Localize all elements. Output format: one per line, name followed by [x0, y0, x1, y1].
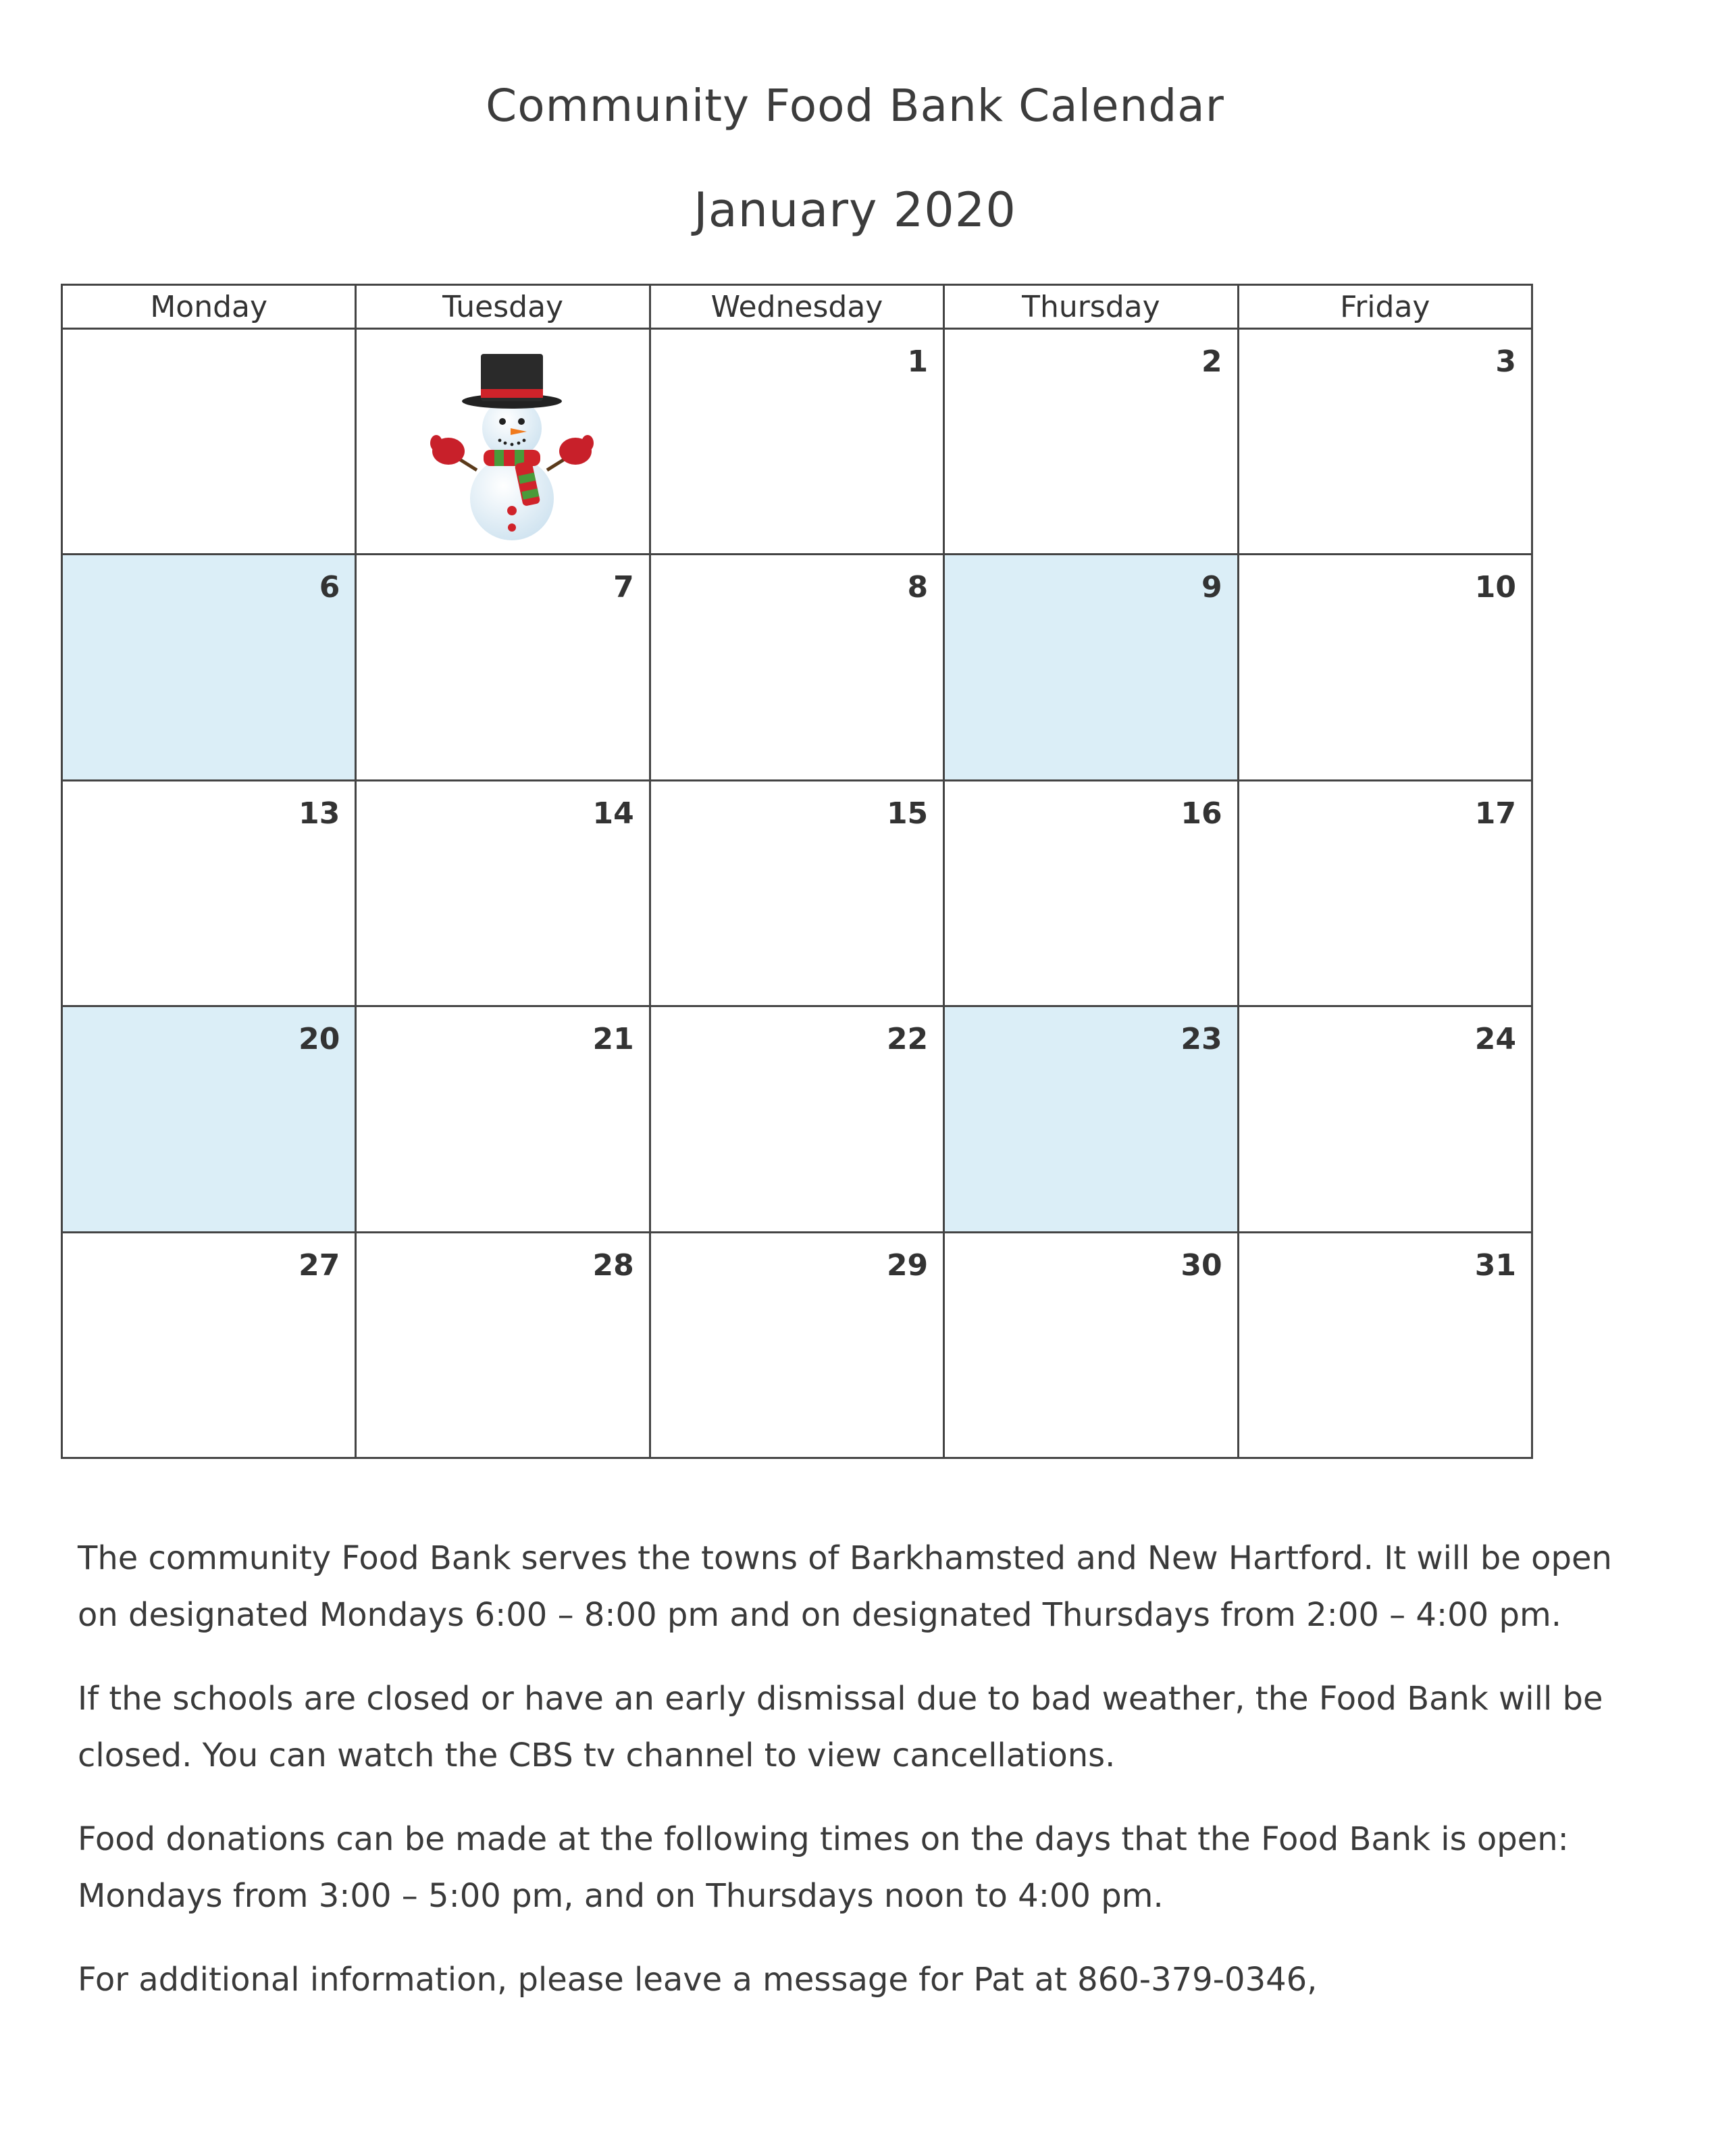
day-number: 31: [1474, 1248, 1516, 1283]
week-row: [62, 329, 1532, 555]
day-cell: [1238, 1232, 1532, 1458]
day-cell: [944, 1006, 1238, 1232]
day-number: 3: [1495, 344, 1516, 379]
week-row: [62, 1232, 1532, 1458]
calendar-body: [62, 329, 1532, 1458]
weekday-thursday: Thursday: [944, 285, 1238, 329]
day-number: 24: [1474, 1022, 1516, 1057]
day-cell: [944, 1232, 1238, 1458]
snowman-icon: [424, 349, 600, 544]
weekday-header-row: [62, 285, 1532, 329]
weekday-friday: Friday: [1238, 285, 1532, 329]
page-title: Community Food Bank Calendar: [486, 80, 1224, 132]
day-cell: [650, 1232, 943, 1458]
day-cell: [356, 780, 650, 1006]
month-title: January 2020: [694, 182, 1016, 238]
day-number: 7: [613, 570, 634, 605]
day-number: 10: [1474, 570, 1516, 605]
weekday-monday: Monday: [62, 285, 356, 329]
day-cell: [944, 329, 1238, 555]
day-cell: [650, 555, 943, 780]
day-cell: [356, 555, 650, 780]
day-number: 1: [907, 344, 929, 379]
week-row: [62, 555, 1532, 780]
day-cell: [62, 1006, 356, 1232]
day-number: 27: [299, 1248, 340, 1283]
day-cell: [1238, 1006, 1532, 1232]
note-weather: If the schools are closed or have an early dismissal due to bad weather, the Food Bank will be closed. You can watch the CBS tv channel to view cancellations.: [78, 1680, 1603, 1774]
day-cell: [1238, 329, 1532, 555]
day-number: 23: [1181, 1022, 1222, 1057]
day-cell: [944, 555, 1238, 780]
day-number: 21: [592, 1022, 634, 1057]
day-cell: [62, 780, 356, 1006]
day-number: 17: [1474, 796, 1516, 831]
week-row: [62, 780, 1532, 1006]
day-cell: [62, 329, 356, 555]
note-contact: For additional information, please leave a message for Pat at 860-379-0346,: [78, 1961, 1318, 1999]
weekday-wednesday: Wednesday: [650, 285, 943, 329]
day-cell: [356, 1006, 650, 1232]
note-donations: Food donations can be made at the following times on the days that the Food Bank is open: Mondays from 3:00 – 5:00 pm, and on Thursdays noon to 4:00 pm.: [78, 1820, 1569, 1915]
day-number: 30: [1181, 1248, 1222, 1283]
day-cell: [1238, 780, 1532, 1006]
weekday-tuesday: Tuesday: [356, 285, 650, 329]
week-row: [62, 1006, 1532, 1232]
day-number: 6: [319, 570, 340, 605]
day-number: 22: [886, 1022, 929, 1057]
day-number: 14: [592, 796, 634, 831]
day-cell: [356, 329, 650, 555]
day-number: 20: [299, 1022, 340, 1057]
day-number: 13: [299, 796, 340, 831]
day-cell: [62, 1232, 356, 1458]
day-number: 8: [907, 570, 929, 605]
day-number: 29: [886, 1248, 929, 1283]
day-number: 16: [1181, 796, 1222, 831]
day-number: 15: [886, 796, 929, 831]
day-cell: [62, 555, 356, 780]
calendar-grid: [61, 284, 1533, 1459]
note-hours: The community Food Bank serves the towns of Barkhamsted and New Hartford. It will be open on designated Mondays 6:00 – 8:00 pm and on designated Thursdays from 2:00 – 4:00 pm.: [78, 1539, 1612, 1634]
day-cell: [650, 329, 943, 555]
day-cell: [1238, 555, 1532, 780]
info-notes: [78, 1530, 1651, 2035]
day-number: 9: [1201, 570, 1222, 605]
day-cell: [356, 1232, 650, 1458]
day-number: 2: [1201, 344, 1222, 379]
day-cell: [650, 1006, 943, 1232]
day-cell: [650, 780, 943, 1006]
day-cell: [944, 780, 1238, 1006]
day-number: 28: [592, 1248, 634, 1283]
